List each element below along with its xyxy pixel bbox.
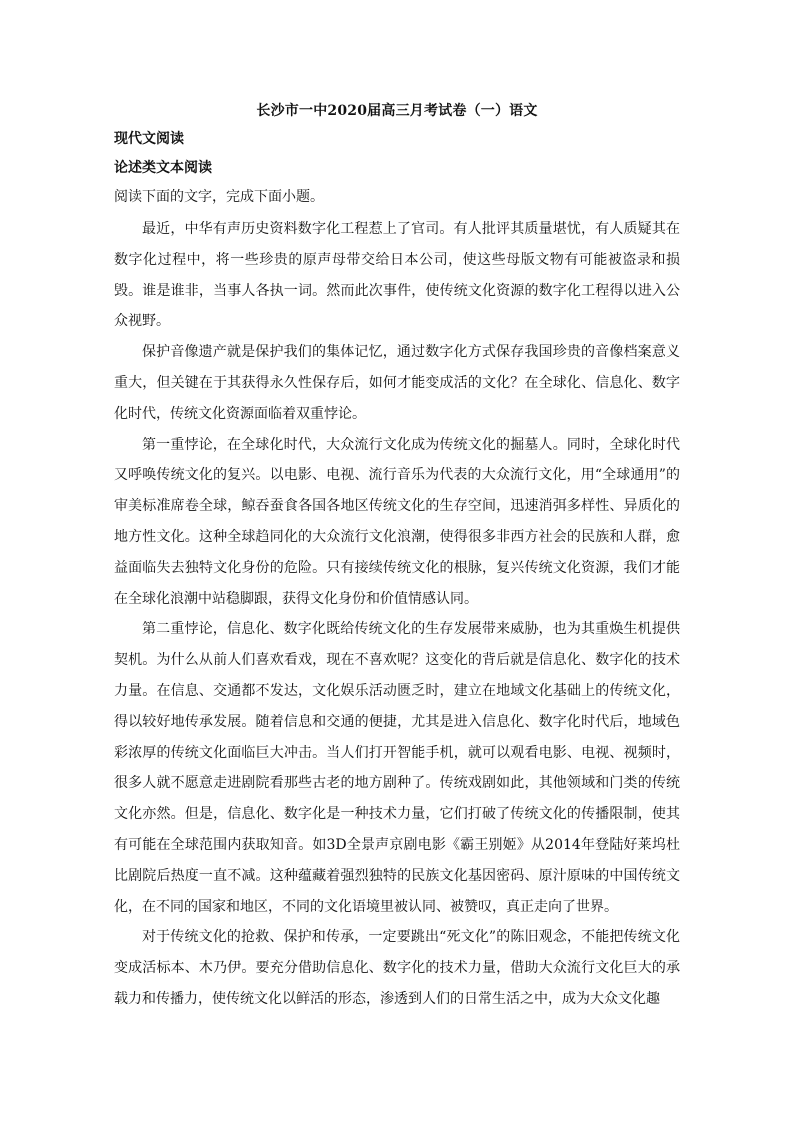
exam-page	[114, 100, 680, 1015]
passage-paragraph-1: 最近，中华有声历史资料数字化工程惹上了官司。有人批评其质量堪忧，有人质疑其在数字化过程中，将一些珍贵的原声母带交给日本公司，使这些母版文物有可能被盗录和损毁。谁是谁非，当事人各执一词。然而此次事件，使传统文化资源的数字化工程得以进入公众视野。	[114, 221, 680, 330]
passage-paragraph-3: 第一重悖论，在全球化时代，大众流行文化成为传统文化的掘墓人。同时，全球化时代又呼唤传统文化的复兴。以电影、电视、流行音乐为代表的大众流行文化，用“全球通用”的审美标准席卷全球，鲸吞蚕食各国各地区传统文化的生存空间，迅速消弭多样性、异质化的地方性文化。这种全球趋同化的大众流行文化浪潮，使得很多非西方社会的民族和人群，愈益面临失去独特文化身份的危险。只有接续传统文化的根脉，复兴传统文化资源，我们才能在全球化浪潮中站稳脚跟，获得文化身份和价值情感认同。	[114, 436, 680, 607]
passage-paragraph-5: 对于传统文化的抢救、保护和传承，一定要跳出“死文化”的陈旧观念，不能把传统文化变成活标本、木乃伊。要充分借助信息化、数字化的技术力量，借助大众流行文化巨大的承载力和传播力，使传统文化以鲜活的形态，渗透到人们的日常生活之中，成为大众文化趣	[114, 929, 680, 1007]
passage-paragraph-4: 第二重悖论，信息化、数字化既给传统文化的生存发展带来威胁，也为其重焕生机提供契机。为什么从前人们喜欢看戏，现在不喜欢呢？这变化的背后就是信息化、数字化的技术力量。在信息、交通都不发达，文化娱乐活动匮乏时，建立在地域文化基础上的传统文化，得以较好地传承发展。随着信息和交通的便捷，尤其是进入信息化、数字化时代后，地域色彩浓厚的传统文化面临巨大冲击。当人们打开智能手机，就可以观看电影、电视、视频时，很多人就不愿意走进剧院看那些古老的地方剧种了。传统戏剧如此，其他领域和门类的传统文化亦然。但是，信息化、数字化是一种技术力量，它们打破了传统文化的传播限制，使其有可能在全球范围内获取知音。如3D全景声京剧电影《霸王别姬》从2014年登陆好莱坞杜比剧院后热度一直不减。这种蕴藏着强烈独特的民族文化基因密码、原汁原味的中国传统文化，在不同的国家和地区，不同的文化语境里被认同、被赞叹，真正走向了世界。	[114, 621, 680, 915]
section-heading: 现代文阅读	[114, 131, 184, 147]
passage-paragraph-2: 保护音像遗产就是保护我们的集体记忆，通过数字化方式保存我国珍贵的音像档案意义重大，但关键在于其获得永久性保存后，如何才能变成活的文化？在全球化、信息化、数字化时代，传统文化资源面临着双重悖论。	[114, 344, 680, 422]
subsection-heading: 论述类文本阅读	[114, 160, 212, 176]
exam-title: 长沙市一中2020届高三月考试卷（一）语文	[256, 103, 538, 119]
reading-instruction: 阅读下面的文字，完成下面小题。	[114, 189, 324, 205]
